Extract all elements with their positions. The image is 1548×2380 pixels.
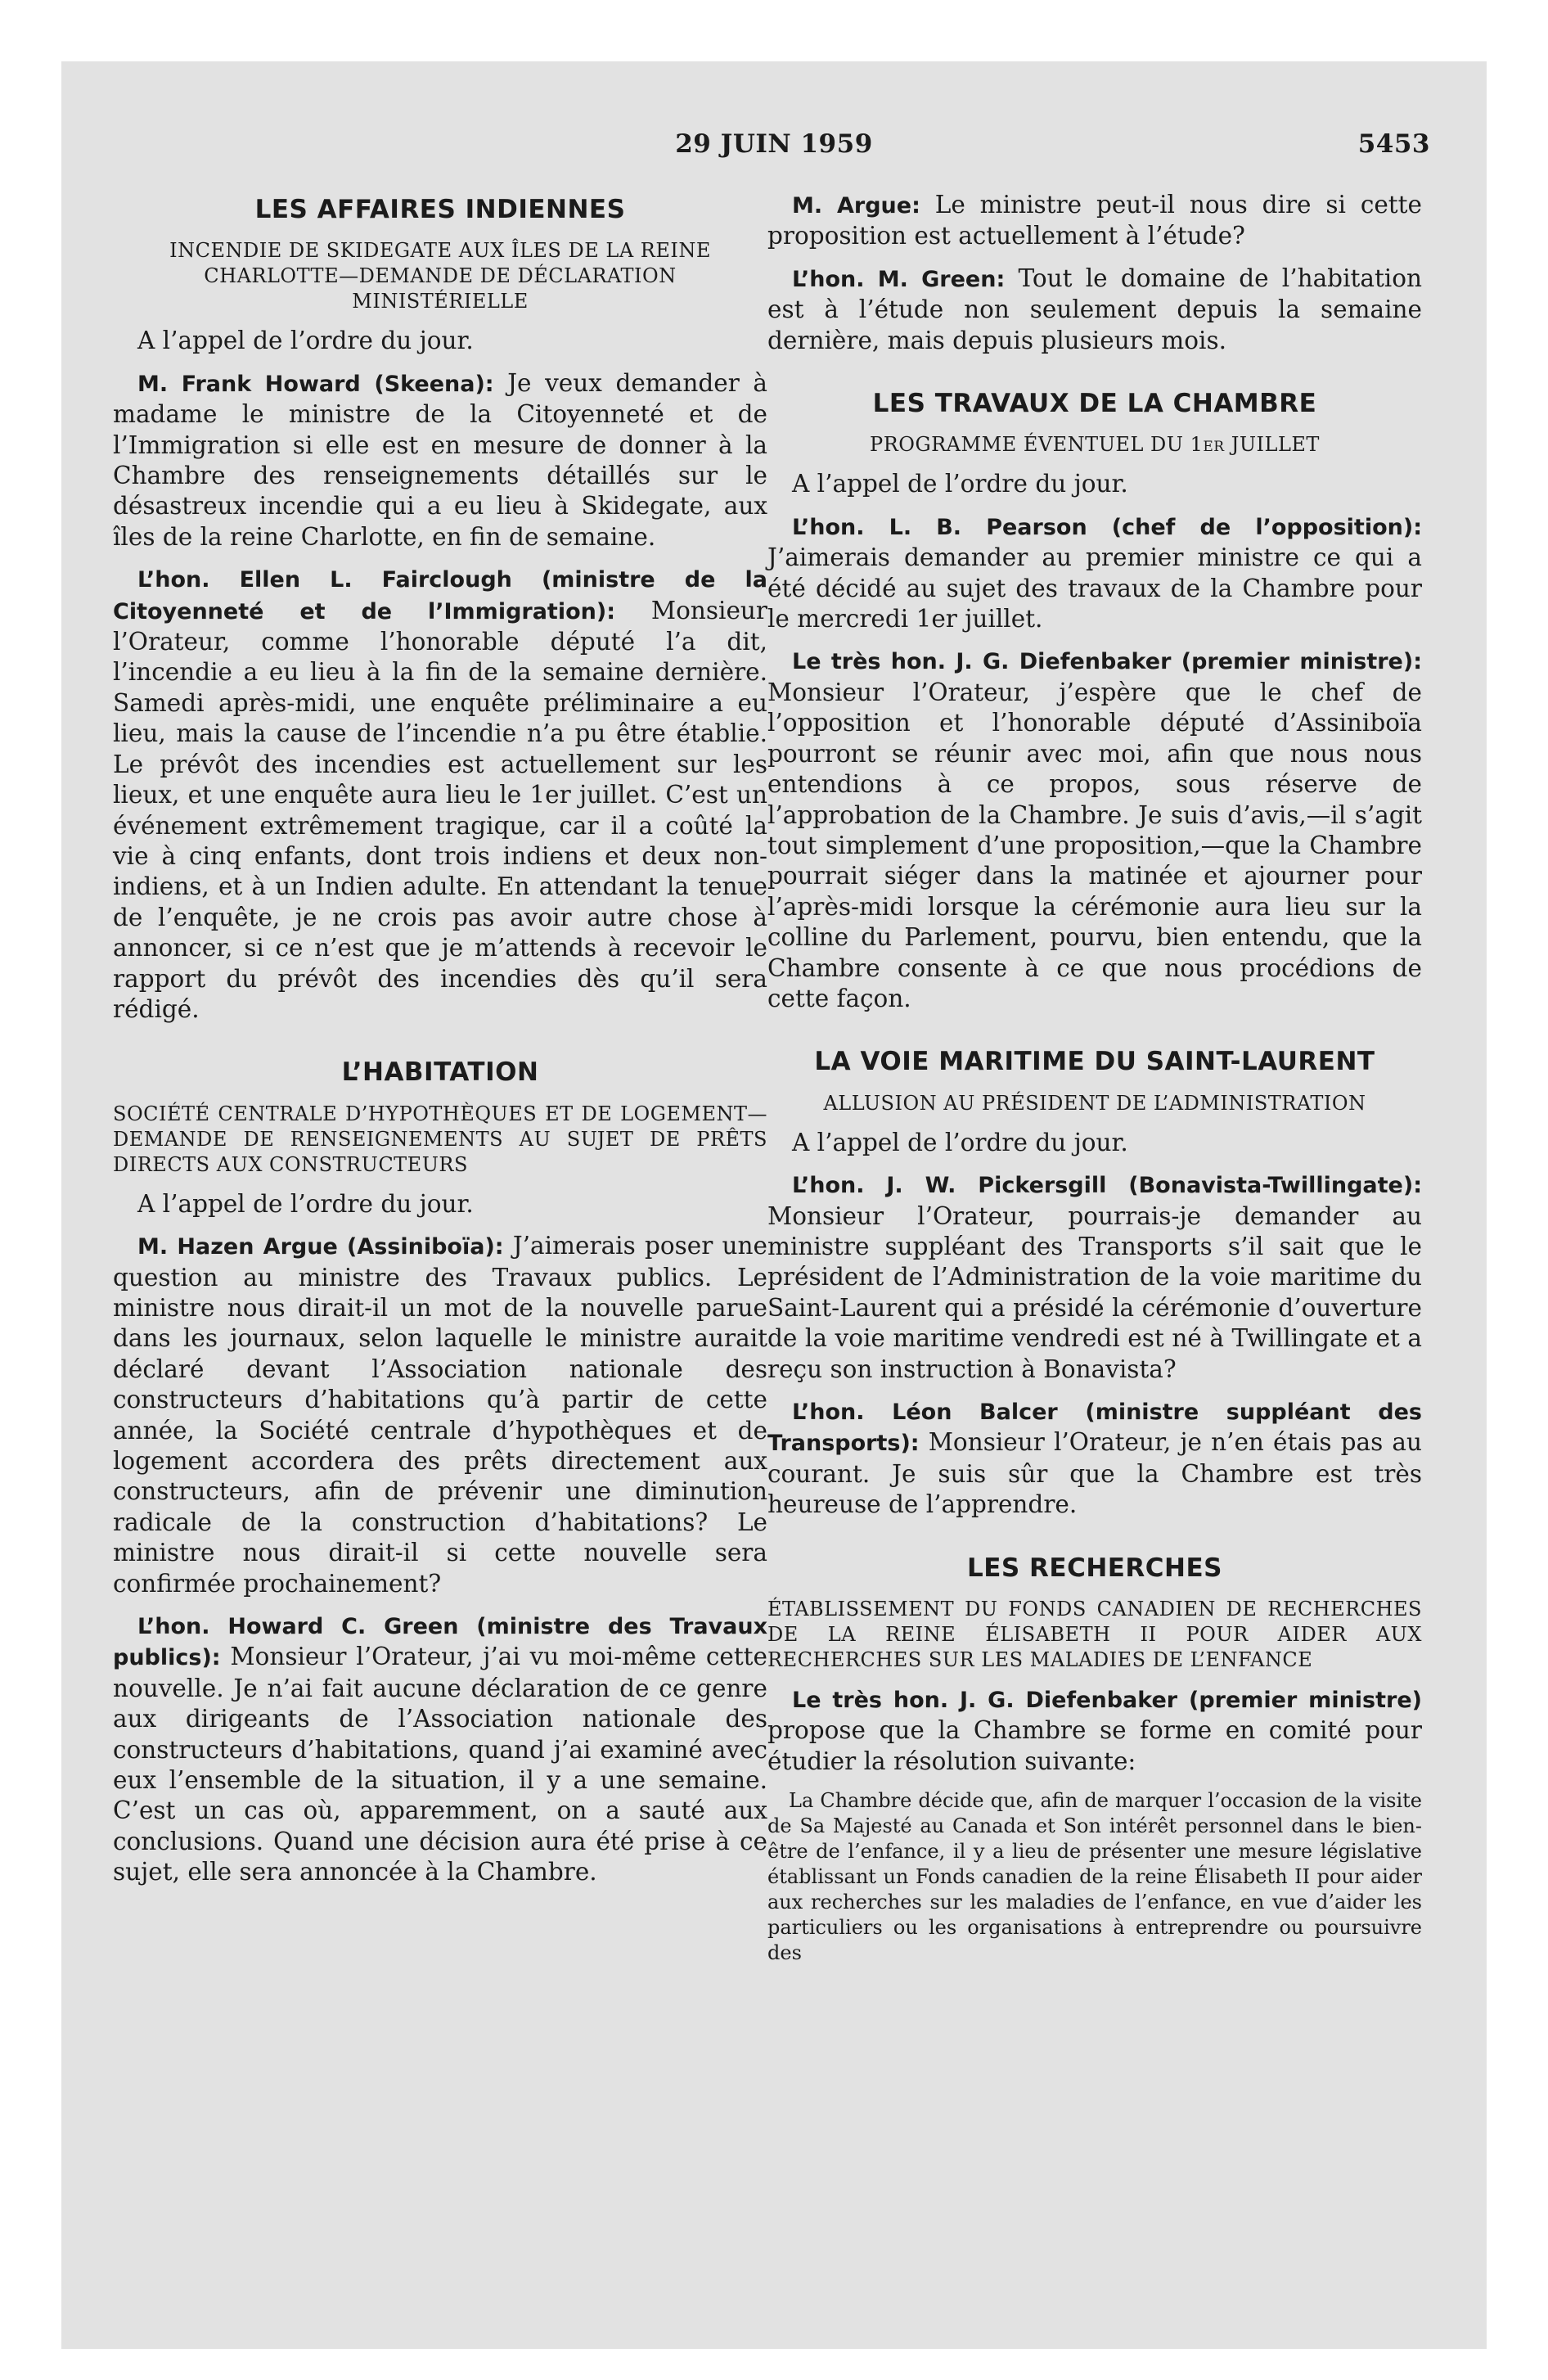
speech-howard	[113, 368, 767, 552]
speech-diefenbaker	[767, 646, 1422, 1014]
speaker-name: L’hon. L. B. Pearson (chef de l’opposition):	[792, 514, 1422, 540]
order-of-day-line: A l’appel de l’ordre du jour.	[792, 1128, 1128, 1156]
speech-text: Monsieur l’Orateur, pourrais-je demander au ministre suppléant des Transports s’il sait que le président de l’Administration de la voie maritime du Saint-Laurent qui a présidé la cérémonie d’ouverture de la voie maritime vendredi est né à Twillingate et a reçu son instruction à Bonavista?	[767, 1201, 1422, 1383]
header-date: 29 JUIN 1959	[675, 129, 873, 159]
speaker-name: Le très hon. J. G. Diefenbaker (premier ministre)	[792, 1688, 1422, 1714]
right-column	[767, 190, 1422, 1977]
section-subtitle-programme: PROGRAMME ÉVENTUEL DU 1er JUILLET	[870, 433, 1320, 457]
speaker-name: M. Frank Howard (Skeena):	[137, 371, 494, 397]
section-subtitle-logement: SOCIÉTÉ CENTRALE D’HYPOTHÈQUES ET DE LOGEMENT—DEMANDE DE RENSEIGNEMENTS AU SUJET DE PRÊTS DIRECTS AUX CONSTRUCTEURS	[113, 1102, 767, 1176]
speech-text: Monsieur l’Orateur, comme l’honorable député l’a dit, l’incendie a eu lieu à la fin de la semaine dernière. Samedi après-midi, une enquête préliminaire a eu lieu, mais la cause de l’incendie n’a pu être établie. Le prévôt des incendies est actuellement sur les lieux, et une enquête aura lieu le 1er juillet. C’est un événement extrêmement tragique, car il a coûté la vie à cinq enfants, dont trois indiens et deux non-indiens, et à un Indien adulte. En attendant la tenue de l’enquête, je ne crois pas avoir autre chose à annoncer, si ce n’est que je m’attends à recevoir le rapport du prévôt des incendies dès qu’il sera rédigé.	[113, 596, 767, 1023]
speaker-name: Le très hon. J. G. Diefenbaker (premier ministre):	[792, 649, 1422, 675]
speech-green-followup	[767, 264, 1422, 356]
speech-text: propose que la Chambre se forme en comité pour étudier la résolution suivante:	[767, 1716, 1422, 1775]
left-column	[113, 190, 767, 1900]
section-title-habitation: L’HABITATION	[341, 1057, 539, 1088]
speech-pickersgill	[767, 1170, 1422, 1385]
speaker-name: L’hon. Léon Balcer (ministre suppléant des Transports):	[767, 1400, 1422, 1457]
speech-fairclough	[113, 564, 767, 1025]
order-of-day-line: A l’appel de l’ordre du jour.	[137, 1189, 474, 1218]
speech-text: J’aimerais poser une question au ministre des Travaux publics. Le ministre nous dirait-il un mot de la nouvelle parue dans les journaux, selon laquelle le ministre aurait déclaré devant l’Association nationale des constructeurs d’habitations qu’à partir de cette année, la Société centrale d’hypothèques et de logement accordera des prêts directement aux constructeurs, afin de prévenir une diminution radicale de la construction d’habitations? Le ministre nous dirait-il si cette nouvelle sera confirmée prochainement?	[113, 1232, 767, 1598]
order-of-day-line: A l’appel de l’ordre du jour.	[137, 327, 474, 355]
speaker-name: M. Argue:	[792, 193, 920, 219]
order-of-day-line: A l’appel de l’ordre du jour.	[792, 470, 1128, 498]
speech-text: Monsieur l’Orateur, j’espère que le chef de l’opposition et l’honorable député d’Assiniboïa pourront se réunir avec moi, afin que nous nous entendions à ce propos, sous réserve de l’approbation de la Chambre. Je suis d’avis,—il s’agit tout simplement d’une proposition,—que la Chambre pourrait siéger dans la matinée et ajourner pour l’après-midi lorsque la cérémonie aura lieu sur la colline du Parlement, pourvu, bien entendu, que la Chambre consente à ce que nous procédions de cette façon.	[767, 678, 1422, 1012]
speech-text: Je veux demander à madame le ministre de la Citoyenneté et de l’Immigration si elle est en mesure de donner à la Chambre des renseignements détaillés sur le désastreux incendie qui a eu lieu à Skidegate, aux îles de la reine Charlotte, en fin de semaine.	[113, 368, 767, 551]
section-title-voie-maritime: LA VOIE MARITIME DU SAINT-LAURENT	[814, 1047, 1375, 1077]
speech-text: J’aimerais demander au premier ministre ce qui a été décidé au sujet des travaux de la Chambre pour le mercredi 1er juillet.	[767, 543, 1422, 633]
section-subtitle-fonds: ÉTABLISSEMENT DU FONDS CANADIEN DE RECHERCHES DE LA REINE ÉLISABETH II POUR AIDER AUX RECHERCHES SUR LES MALADIES DE L’ENFANCE	[767, 1598, 1422, 1672]
speech-argue-followup	[767, 190, 1422, 252]
speech-text: Monsieur l’Orateur, j’ai vu moi-même cette nouvelle. Je n’ai fait aucune déclaration de ce genre aux dirigeants de l’Association nationale des constructeurs d’habitations, quand j’ai examiné avec eux l’ensemble de la situation, il y a une semaine. C’est un cas où, apparemment, on a sauté aux conclusions. Quand une décision aura été prise à ce sujet, elle sera annoncée à la Chambre.	[113, 1643, 767, 1886]
speaker-name: L’hon. M. Green:	[792, 266, 1006, 292]
speech-balcer	[767, 1396, 1422, 1521]
speaker-name: M. Hazen Argue (Assiniboïa):	[137, 1234, 504, 1260]
speech-pearson	[767, 512, 1422, 635]
section-title-recherches: LES RECHERCHES	[966, 1553, 1223, 1583]
speech-argue	[113, 1231, 767, 1599]
resolution-text: La Chambre décide que, afin de marquer l’occasion de la visite de Sa Majesté au Canada et Son intérêt personnel dans le bien-être de l’enfance, il y a lieu de présenter une mesure législative établissant un Fonds canadien de la reine Élisabeth II pour aider aux recherches sur les maladies de l’enfance, en vue d’aider les particuliers ou les organisations à entreprendre ou poursuivre des	[767, 1789, 1422, 1965]
speech-green	[113, 1611, 767, 1888]
section-title-affaires-indiennes: LES AFFAIRES INDIENNES	[254, 195, 626, 224]
section-title-travaux-chambre: LES TRAVAUX DE LA CHAMBRE	[872, 389, 1317, 419]
section-subtitle-incendie: INCENDIE DE SKIDEGATE AUX ÎLES DE LA REINE CHARLOTTE—DEMANDE DE DÉCLARATION MINISTÉRIELLE	[169, 239, 711, 313]
page-number: 5453	[1357, 129, 1430, 159]
speaker-name: L’hon. Howard C. Green (ministre des Travaux publics):	[113, 1614, 767, 1671]
speech-diefenbaker-motion	[767, 1684, 1422, 1777]
speech-text: Tout le domaine de l’habitation est à l’étude non seulement depuis la semaine dernière, mais depuis plusieurs mois.	[767, 264, 1422, 354]
speech-text: Monsieur l’Orateur, je n’en étais pas au courant. Je suis sûr que la Chambre est très heureuse de l’apprendre.	[767, 1428, 1422, 1519]
speaker-name: L’hon. J. W. Pickersgill (Bonavista-Twillingate):	[792, 1173, 1422, 1199]
section-subtitle-allusion: ALLUSION AU PRÉSIDENT DE L’ADMINISTRATION	[823, 1091, 1366, 1115]
speaker-name: L’hon. Ellen L. Fairclough (ministre de la Citoyenneté et de l’Immigration):	[113, 567, 767, 624]
speech-text: Le ministre peut-il nous dire si cette proposition est actuellement à l’étude?	[767, 191, 1422, 250]
